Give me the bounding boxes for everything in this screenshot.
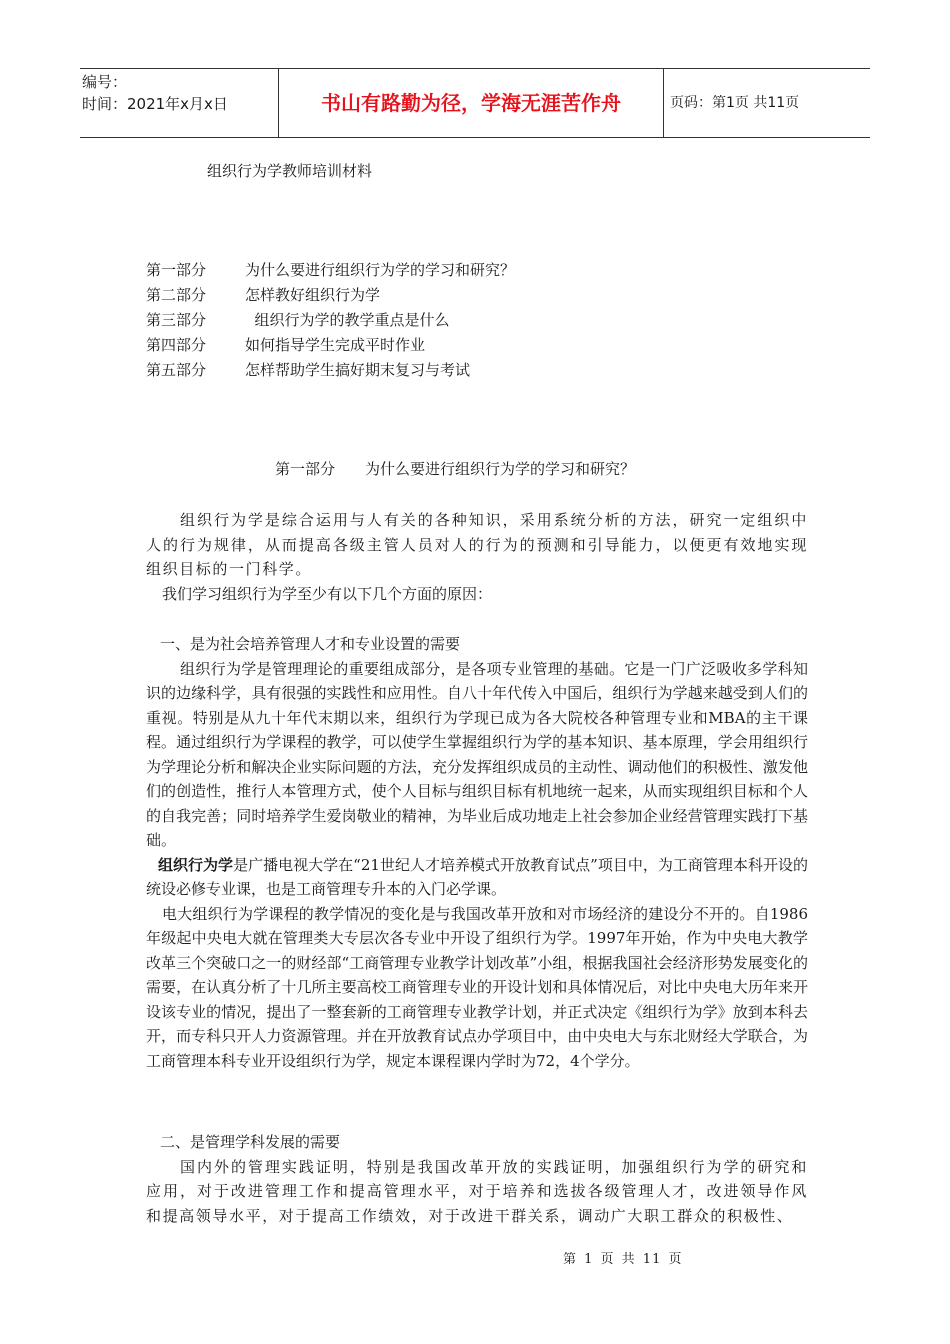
section-heading xyxy=(275,458,635,479)
doc-number-label: 编号： xyxy=(82,73,128,91)
header-meta xyxy=(80,69,279,137)
subsection-2 xyxy=(146,1130,808,1228)
header-page-info: 页码：第1页 共11页 xyxy=(670,95,800,111)
intro-block xyxy=(146,508,808,606)
toc-part-title: 怎样帮助学生搞好期末复习与考试 xyxy=(245,361,471,379)
reasons-lead: 我们学习组织行为学至少有以下几个方面的原因： xyxy=(162,584,493,603)
body-paragraph: 国内外的管理实践证明，特别是我国改革开放的实践证明，加强组织行为学的研究和应用，对于改进管理工作和提高管理水平，对于培养和选拔各级管理人才，改进领导作风和提高领导水平，对于提高工作绩效，对于改进干群关系，调动广大职工群众的积极性、 xyxy=(146,1157,808,1225)
body-paragraph: 组织行为学是管理理论的重要组成部分，是各项专业管理的基础。它是一门广泛吸收多学科知识的边缘科学，具有很强的实践性和应用性。自八十年代传入中国后，组织行为学越来越受到人们的重视。特别是从九十年代末期以来，组织行为学现已成为各大院校各种管理专业和MBA的主干课程。通过组织行为学课程的教学，可以使学生掌握组织行为学的基本知识、基本原理，学会用组织行为学理论分析和解决企业实际问题的方法，充分发挥组织成员的主动性、调动他们的积极性、激发他们的创造性，推行人本管理方式，使个人目标与组织目标有机地统一起来，从而实现组织目标和个人的自我完善；同时培养学生爱岗敬业的精神，为毕业后成功地走上社会参加企业经营管理实践打下基础。 xyxy=(146,659,808,849)
toc-item xyxy=(146,333,515,358)
toc-part-label: 第一部分 xyxy=(146,261,207,279)
toc-item xyxy=(146,308,515,333)
toc-part-label: 第四部分 xyxy=(146,336,207,354)
toc-part-label: 第五部分 xyxy=(146,361,207,379)
section-title-text: 为什么要进行组织行为学的学习和研究？ xyxy=(365,460,636,478)
body-paragraph: 电大组织行为学课程的教学情况的变化是与我国改革开放和对市场经济的建设分不开的。自1986年级起中央电大就在管理类大专层次各专业中开设了组织行为学。1997年开始，作为中央电大教学改革三个突破口之一的财经部“工商管理专业教学计划改革”小组，根据我国社会经济形势发展变化的需要，在认真分析了十几所主要高校工商管理专业的开设计划和具体情况后，对比中央电大历年来开设该专业的情况，提出了一整套新的工商管理专业教学计划，并正式决定《组织行为学》放到本科去开，而专科只开人力资源管理。并在开放教育试点办学项目中，由中央电大与东北财经大学联合，为工商管理本科专业开设组织行为学，规定本课程课内学时为72，4个学分。 xyxy=(146,904,808,1070)
subsection-heading: 二、是管理学科发展的需要 xyxy=(160,1133,341,1151)
paragraph-text: 是广播电视大学在“21世纪人才培养模式开放教育试点”项目中，为工商管理本科开设的统设必修专业课，也是工商管理专升本的入门必学课。 xyxy=(146,855,808,898)
toc-part-title: 如何指导学生完成平时作业 xyxy=(245,336,426,354)
toc-part-title: 怎样教好组织行为学 xyxy=(245,286,381,304)
toc-part-title: 为什么要进行组织行为学的学习和研究？ xyxy=(245,261,516,279)
toc-part-label: 第二部分 xyxy=(146,286,207,304)
subsection-heading: 一、是为社会培养管理人才和专业设置的需要 xyxy=(160,635,461,653)
intro-paragraph: 组织行为学是综合运用与人有关的各种知识，采用系统分析的方法，研究一定组织中人的行为规律，从而提高各级主管人员对人的行为的预测和引导能力，以便更有效地实现组织目标的一门科学。 xyxy=(146,511,808,578)
doc-date-label: 时间：2021年x月x日 xyxy=(82,95,228,113)
toc-item xyxy=(146,258,515,283)
document-title: 组织行为学教师培训材料 xyxy=(207,162,373,180)
bold-term: 组织行为学 xyxy=(158,855,234,874)
page-header xyxy=(80,68,870,138)
subsection-1 xyxy=(146,632,808,1073)
body-paragraph xyxy=(146,853,808,902)
section-part-label: 第一部分 xyxy=(275,460,336,478)
header-motto: 书山有路勤为径，学海无涯苦作舟 xyxy=(279,69,664,137)
toc-item xyxy=(146,358,515,383)
table-of-contents xyxy=(146,258,515,383)
toc-item xyxy=(146,283,515,308)
page-footer: 第 1 页 共 11 页 xyxy=(563,1252,683,1267)
toc-part-title: 组织行为学的教学重点是什么 xyxy=(245,311,450,329)
toc-part-label: 第三部分 xyxy=(146,311,207,329)
